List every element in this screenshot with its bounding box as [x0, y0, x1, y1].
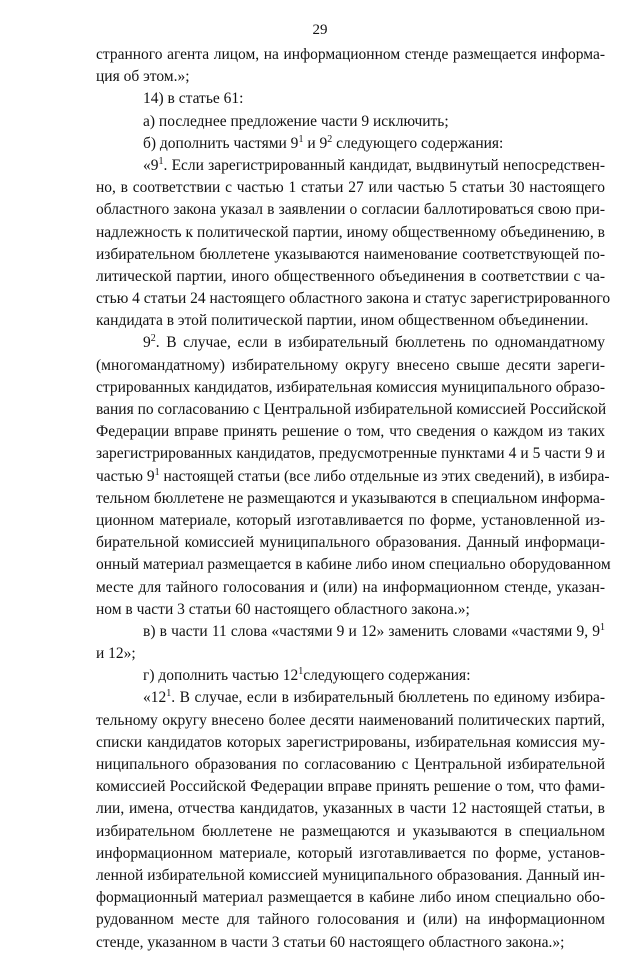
superscript: 1 — [166, 688, 172, 700]
text-run: а) последнее предложение части 9 исключить; — [143, 112, 449, 130]
text-run: стью 4 статьи 24 настоящего областного закона и статус зарегистрированного — [96, 290, 611, 308]
text-run: «9 — [143, 156, 159, 174]
text-line — [96, 44, 605, 66]
text-run: б) дополнить частями 9 — [143, 134, 299, 152]
text-run: тельному округу внесено более десяти наименований политических партий, — [96, 711, 605, 729]
text-run: месте для тайного голосования и (или) на информационном стенде, указан- — [96, 578, 605, 596]
text-run: . В случае, если в избирательный бюллетень по единому избира- — [171, 689, 605, 707]
text-line — [96, 510, 605, 532]
text-line — [96, 399, 605, 421]
text-line — [96, 887, 605, 909]
text-line — [96, 177, 605, 199]
text-line — [96, 754, 605, 776]
text-line — [96, 421, 605, 443]
text-run: литической партии, иного общественного объединения в соответствии с ча- — [96, 267, 605, 285]
text-line — [96, 488, 605, 510]
text-line — [96, 687, 605, 709]
text-run: Федерации вправе принять решение о том, что сведения о каждом из таких — [96, 423, 605, 441]
text-run: странного агента лицом, на информационном стенде размещается информа- — [96, 46, 605, 63]
text-run: формационный материал размещается в кабине либо ином специально обо- — [96, 889, 605, 907]
text-line — [96, 377, 605, 399]
text-line — [96, 865, 605, 887]
text-line — [96, 199, 605, 221]
text-line — [96, 643, 605, 665]
text-run: стенде, указанном в части 3 статьи 60 настоящего областного закона.»; — [96, 933, 565, 951]
text-run: следующего содержания: — [303, 667, 471, 685]
superscript: 1 — [298, 666, 304, 678]
text-line — [96, 66, 605, 88]
text-line — [96, 932, 605, 954]
text-run: следующего содержания: — [332, 134, 504, 152]
text-run: областного закона указал в заявлении о согласии баллотироваться свою при- — [96, 201, 605, 219]
text-run: г) дополнить частью 12 — [143, 667, 299, 685]
superscript: 1 — [154, 466, 160, 478]
text-line — [96, 222, 605, 244]
text-line — [96, 710, 605, 732]
text-line — [96, 621, 605, 643]
text-line — [96, 821, 605, 843]
text-line — [96, 577, 605, 599]
text-line — [96, 554, 611, 576]
text-line — [96, 909, 605, 931]
text-line — [96, 443, 605, 465]
text-run: ция об этом.»; — [96, 68, 190, 86]
text-line — [96, 599, 605, 621]
text-line — [96, 155, 605, 177]
superscript: 2 — [327, 133, 333, 145]
text-line — [96, 532, 605, 554]
text-line — [96, 266, 605, 288]
text-run: (многомандатному) избирательному округу внесено свыше десяти зареги- — [96, 356, 605, 374]
text-run: . Если зарегистрированный кандидат, выдвинутый непосредствен- — [163, 156, 605, 174]
text-run: 9 — [143, 334, 151, 352]
text-run: тельном бюллетене не размещаются и указываются в специальном информа- — [96, 489, 605, 507]
text-run: лии, имена, отчества кандидатов, указанных в части 12 настоящей статьи, в — [96, 800, 605, 818]
page-number: 29 — [312, 22, 328, 38]
text-line — [96, 111, 605, 133]
text-run: избирательном бюллетене не размещаются и указываются в специальном — [96, 822, 605, 840]
text-run: комиссией Российской Федерации вправе принять решение о том, что фами- — [96, 778, 605, 796]
superscript: 2 — [150, 333, 156, 345]
text-line — [96, 732, 605, 754]
text-run: и 12»; — [96, 645, 136, 663]
superscript: 1 — [600, 621, 605, 633]
text-run: списки кандидатов которых зарегистрированы, избирательная комиссия му- — [96, 733, 605, 751]
text-run: онный материал размещается в кабине либо ином специально оборудованном — [96, 556, 611, 574]
text-run: информационном материале, который изготавливается по форме, установ- — [96, 844, 605, 862]
text-run: 14) в статье 61: — [143, 90, 244, 108]
superscript: 1 — [298, 133, 304, 145]
text-run: ленной избирательной комиссией муниципального образования. Данный ин- — [96, 866, 605, 884]
text-run: бирательной комиссией муниципального образования. Данный информаци- — [96, 534, 605, 552]
text-line — [96, 310, 605, 332]
text-line — [96, 798, 605, 820]
text-line — [96, 665, 605, 687]
superscript: 1 — [158, 155, 164, 167]
text-run: надлежность к политической партии, иному общественному объединению, в — [96, 223, 605, 241]
text-line — [96, 332, 605, 354]
text-line — [96, 88, 605, 110]
text-run: в) в части 11 слова «частями 9 и 12» заменить словами «частями 9, 9 — [143, 622, 600, 640]
text-line — [96, 466, 610, 488]
text-run: «12 — [143, 689, 167, 707]
text-run: ционном материале, который изготавливается по форме, установленной из- — [96, 511, 605, 529]
text-run: ном в части 3 статьи 60 настоящего областного закона.»; — [96, 600, 470, 618]
text-run: но, в соответствии с частью 1 статьи 27 или частью 5 статьи 30 настоящего — [96, 179, 605, 197]
text-run: частью 9 — [96, 467, 155, 485]
text-line — [96, 244, 605, 266]
text-run: настоящей статьи (все либо отдельные из этих сведений), в избира- — [159, 467, 610, 485]
text-line — [96, 776, 605, 798]
text-run: и 9 — [303, 134, 328, 152]
document-body — [96, 44, 611, 954]
text-line — [96, 843, 605, 865]
text-run: вания по согласованию с Центральной избирательной комиссией Российской — [96, 401, 607, 418]
text-line — [96, 288, 611, 310]
text-run: ниципального образования по согласованию с Центральной избирательной — [96, 756, 605, 773]
text-run: . В случае, если в избирательный бюллетень по одномандатному — [155, 334, 605, 352]
text-line — [96, 355, 605, 377]
text-run: кандидата в этой политической партии, ином общественном объединении. — [96, 312, 589, 330]
text-run: зарегистрированных кандидатов, предусмотренные пунктами 4 и 5 части 9 и — [96, 445, 605, 463]
text-run: избирательном бюллетене указываются наименование соответствующей по- — [96, 245, 605, 263]
text-run: рудованном месте для тайного голосования и (или) на информационном — [96, 911, 605, 929]
text-line — [96, 133, 605, 155]
text-run: стрированных кандидатов, избирательная комиссия муниципального образо- — [96, 378, 605, 396]
